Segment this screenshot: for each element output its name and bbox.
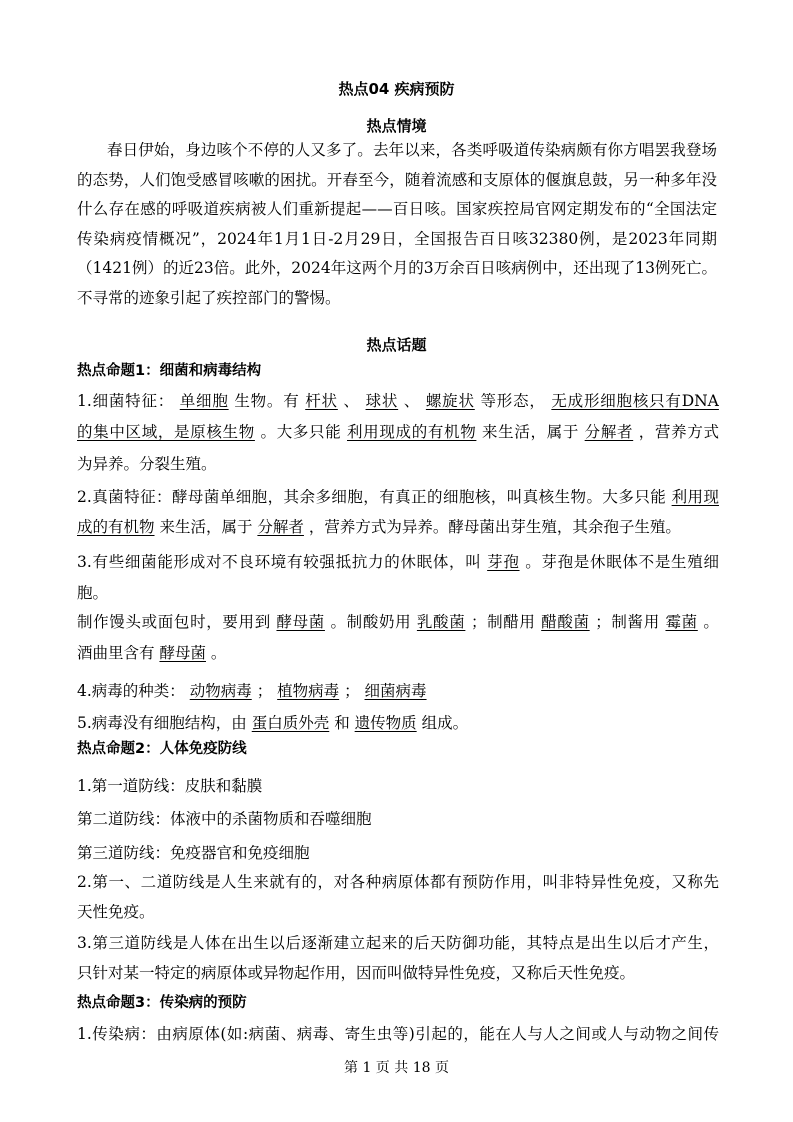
page-title: 热点04 疾病预防	[338, 80, 455, 98]
text: 。	[210, 644, 227, 662]
topic1-line7: 胞。	[77, 584, 109, 602]
text: 3.有些细菌能形成对不良环境有较强抵抗力的休眠体，叫	[77, 553, 482, 571]
text: 。大多只能	[260, 423, 342, 441]
topic3-heading: 热点命题3：传染病的预防	[77, 995, 247, 1011]
topics-heading: 热点话题	[366, 336, 427, 354]
answer-blank: 无成形细胞核只有DNA	[551, 392, 719, 410]
topic1-line3: 为异养。分裂生殖。	[77, 455, 217, 473]
text: 生物。有	[234, 392, 300, 410]
text: 组成。	[421, 714, 469, 732]
answer-blank: 遗传物质	[354, 714, 417, 732]
topic3-line1: 1.传染病：由病原体(如:病菌、病毒、寄生虫等)引起的，能在人与人之间或人与动物之间传	[77, 1025, 719, 1043]
text: ，营养方式	[638, 423, 719, 441]
topic2-line1: 1.第一道防线：皮肤和黏膜	[77, 777, 263, 795]
answer-blank: 螺旋状	[425, 392, 475, 410]
topic1-line4	[77, 487, 719, 507]
topic1-line8	[77, 612, 719, 632]
text: 1.细菌特征：	[77, 392, 175, 410]
topic1-line5	[77, 517, 719, 537]
text: 和	[334, 714, 350, 732]
text: 。制酸奶用	[330, 613, 412, 631]
answer-blank: 球状	[365, 392, 399, 410]
answer-blank: 酵母菌	[276, 613, 325, 631]
text: 来生活，属于	[159, 518, 253, 536]
answer-blank: 成的有机物	[77, 518, 155, 536]
answer-blank: 动物病毒	[189, 682, 252, 700]
topic1-line11	[77, 713, 719, 733]
answer-blank: 单细胞	[179, 392, 229, 410]
text: ；制醋用	[470, 613, 536, 631]
answer-blank: 的集中区域，是原核生物	[77, 423, 255, 441]
topic1-heading: 热点命题1：细菌和病毒结构	[77, 363, 262, 379]
answer-blank: 醋酸菌	[541, 613, 590, 631]
answer-blank: 乳酸菌	[416, 613, 466, 631]
topic2-line3: 第三道防线：免疫器官和免疫细胞	[77, 844, 310, 862]
text: ；	[256, 682, 273, 700]
text: 、	[343, 392, 360, 410]
text: ，营养方式为异养。酵母菌出芽生殖，其余孢子生殖。	[308, 518, 681, 536]
text: 酒曲里含有	[77, 644, 155, 662]
answer-blank: 分解者	[257, 518, 304, 536]
answer-blank: 芽孢	[487, 553, 520, 571]
text: 制作馒头或面包时，要用到	[77, 613, 271, 631]
answer-blank: 植物病毒	[277, 682, 340, 700]
topic2-line2: 第二道防线：体液中的杀菌物质和吞噬细胞	[77, 810, 372, 828]
topic2-line7: 只针对某一特定的病原体或异物起作用，因而叫做特异性免疫，又称后天性免疫。	[77, 964, 636, 982]
text: 2.真菌特征：酵母菌单细胞，其余多细胞，有真正的细胞核，叫真核生物。大多只能	[77, 488, 667, 506]
answer-blank: 霉菌	[665, 613, 698, 631]
answer-blank: 分解者	[584, 423, 634, 441]
page-footer: 第 1 页 共 18 页	[344, 1060, 449, 1076]
topic2-line5: 天性免疫。	[77, 903, 155, 921]
text: 。芽孢是休眠体不是生殖细	[525, 553, 719, 571]
answer-blank: 酵母菌	[159, 644, 206, 662]
text: 。	[703, 613, 719, 631]
situation-heading: 热点情境	[366, 117, 427, 135]
topic2-line6: 3.第三道防线是人体在出生以后逐渐建立起来的后天防御功能，其特点是出生以后才产生，	[77, 934, 719, 952]
text: 、	[403, 392, 421, 410]
topic2-line4: 2.第一、二道防线是人生来就有的，对各种病原体都有预防作用，叫非特异性免疫，又称先	[77, 873, 719, 891]
topic1-line9	[77, 643, 719, 663]
topic2-heading: 热点命题2：人体免疫防线	[77, 741, 247, 757]
topic1-line10	[77, 681, 719, 701]
situation-paragraph: 春日伊始，身边咳个不停的人又多了。去年以来，各类呼吸道传染病颇有你方唱罢我登场的态势，人们饱受感冒咳嗽的困扰。开春至今，随着流感和支原体的偃旗息鼓，另一种多年没什么存在感的呼吸道疾病被人们重新提起——百日咳。国家疾控局官网定期发布的“全国法定传染病疫情概况”，2024年1月1日-2月29日，全国报告百日咳32380例，是2023年同期（1421例）的近23倍。此外，2024年这两个月的3万余百日咳病例中，还出现了13例死亡。不寻常的迹象引起了疾控部门的警惕。	[77, 141, 717, 307]
topic1-line6	[77, 552, 719, 572]
topic1-line1	[77, 391, 719, 411]
answer-blank: 利用现	[671, 488, 719, 506]
answer-blank: 利用现成的有机物	[347, 423, 477, 441]
answer-blank: 杆状	[305, 392, 338, 410]
text: ；制酱用	[595, 613, 660, 631]
answer-blank: 细菌病毒	[364, 682, 427, 700]
text: 5.病毒没有细胞结构，由	[77, 714, 247, 732]
text: ；	[344, 682, 360, 700]
answer-blank: 蛋白质外壳	[251, 714, 330, 732]
text: 等形态，	[480, 392, 546, 410]
text: 4.病毒的种类：	[77, 682, 185, 700]
text: 来生活，属于	[482, 423, 580, 441]
topic1-line2	[77, 422, 719, 442]
